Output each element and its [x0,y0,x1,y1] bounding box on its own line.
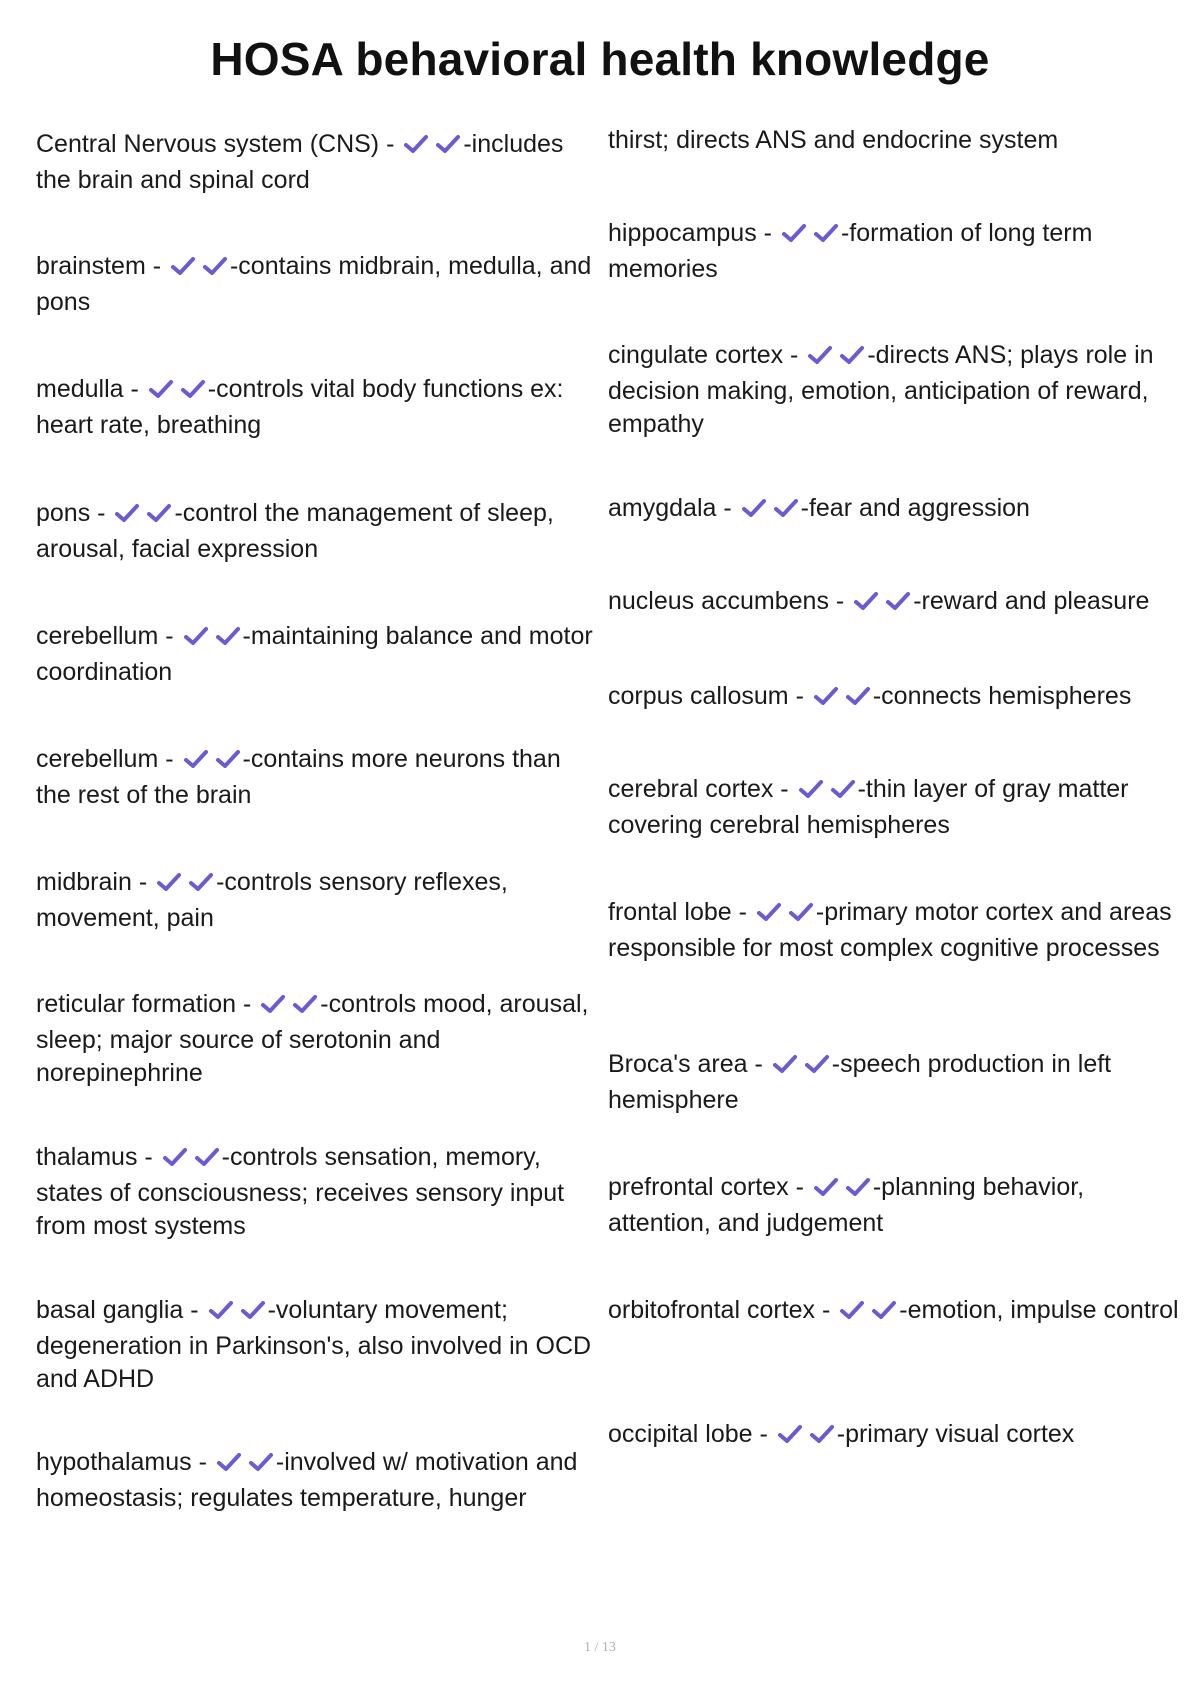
term: nucleus accumbens - [608,587,852,615]
flashcard-item [36,250,596,319]
check-icon [194,1146,220,1168]
check-icon [146,502,172,524]
check-icon [183,625,209,647]
flashcard-item [36,373,596,442]
check-icon [248,1451,274,1473]
flashcard-item [36,1446,596,1515]
definition: -includes the brain and spinal cord [36,130,564,194]
term: thalamus - [36,1143,160,1171]
term: hippocampus - [608,219,779,247]
check-icon [162,1146,188,1168]
term: Central Nervous system (CNS) - [36,130,402,158]
check-pair [756,899,814,932]
definition: -reward and pleasure [913,587,1150,615]
flashcard-item [36,1141,596,1243]
definition: thirst; directs ANS and endocrine system [608,126,1059,154]
definition: -voluntary movement; degeneration in Parkinson's, also involved in OCD and ADHD [36,1296,592,1393]
term: pons - [36,499,113,527]
term: orbitofrontal cortex - [608,1296,838,1324]
check-pair [260,991,318,1024]
check-icon [180,378,206,400]
definition: -maintaining balance and motor coordination [36,622,593,686]
flashcard-item [608,1048,1188,1117]
term: Broca's area - [608,1050,770,1078]
definition: -connects hemispheres [872,682,1132,710]
check-icon [216,1451,242,1473]
check-icon [781,222,807,244]
flashcard-item [608,1171,1188,1240]
term: cerebellum - [36,622,181,650]
check-icon [403,133,429,155]
check-pair [741,495,799,528]
check-icon [853,590,879,612]
definition: -controls sensory reflexes, movement, pain [36,868,508,932]
check-icon [813,1176,839,1198]
check-icon [809,1423,835,1445]
check-icon [813,222,839,244]
flashcard-item [36,988,596,1090]
check-icon [885,590,911,612]
term: cerebellum - [36,745,181,773]
term: cerebral cortex - [608,775,796,803]
definition: -thin layer of gray matter covering cerebral hemispheres [608,775,1129,839]
check-pair [798,776,856,809]
check-pair [853,588,911,621]
term: medulla - [36,375,146,403]
check-icon [148,378,174,400]
term: occipital lobe - [608,1420,775,1448]
flashcard-continuation [608,124,1188,157]
definition: -directs ANS; plays role in decision making, emotion, anticipation of reward, empathy [608,341,1154,438]
check-icon [188,871,214,893]
check-pair [170,253,228,286]
flashcard-item [608,680,1188,716]
check-icon [741,497,767,519]
flashcard-item [36,1294,596,1396]
check-icon [798,778,824,800]
definition: -primary visual cortex [836,1420,1075,1448]
check-icon [830,778,856,800]
check-icon [215,748,241,770]
definition: -controls vital body functions ex: heart rate, breathing [36,375,564,439]
check-pair [162,1144,220,1177]
check-pair [114,500,172,533]
check-pair [183,623,241,656]
check-pair [839,1297,897,1330]
check-icon [773,497,799,519]
check-icon [202,255,228,277]
check-icon [183,748,209,770]
check-icon [777,1423,803,1445]
check-pair [208,1297,266,1330]
term: cingulate cortex - [608,341,806,369]
check-icon [114,502,140,524]
check-icon [845,1176,871,1198]
flashcard-item [608,896,1188,965]
flashcard-item [36,620,596,689]
term: basal ganglia - [36,1296,206,1324]
check-icon [156,871,182,893]
definition: -contains midbrain, medulla, and pons [36,252,592,316]
flashcard-item [608,217,1188,286]
check-pair [403,131,461,164]
check-pair [148,376,206,409]
flashcard-item [608,773,1188,842]
definition: -contains more neurons than the rest of the brain [36,745,561,809]
flashcard-item [608,339,1188,441]
flashcard-item [36,743,596,812]
page-number: 1 / 13 [584,1640,616,1655]
definition: -primary motor cortex and areas responsible for most complex cognitive processes [608,898,1172,962]
check-icon [839,344,865,366]
flashcard-item [36,866,596,935]
definition: -controls sensation, memory, states of consciousness; receives sensory input from most systems [36,1143,565,1240]
check-pair [216,1449,274,1482]
flashcard-item [36,497,596,566]
check-pair [183,746,241,779]
definition: -speech production in left hemisphere [608,1050,1112,1114]
check-icon [845,685,871,707]
check-icon [813,685,839,707]
definition: -fear and aggression [800,494,1030,522]
check-icon [260,993,286,1015]
check-icon [871,1299,897,1321]
term: reticular formation - [36,990,259,1018]
check-icon [292,993,318,1015]
check-icon [788,901,814,923]
flashcard-item [608,492,1188,528]
term: midbrain - [36,868,155,896]
flashcard-item [36,128,596,197]
flashcard-item [608,585,1188,621]
check-icon [240,1299,266,1321]
check-icon [170,255,196,277]
check-pair [813,1174,871,1207]
term: prefrontal cortex - [608,1173,811,1201]
check-icon [807,344,833,366]
flashcard-item [608,1418,1188,1454]
check-icon [215,625,241,647]
definition: -involved w/ motivation and homeostasis; regulates temperature, hunger [36,1448,578,1512]
check-icon [804,1053,830,1075]
check-icon [839,1299,865,1321]
term: frontal lobe - [608,898,754,926]
term: corpus callosum - [608,682,811,710]
definition: -controls mood, arousal, sleep; major source of serotonin and norepinephrine [36,990,589,1087]
check-icon [208,1299,234,1321]
check-pair [813,683,871,716]
term: hypothalamus - [36,1448,214,1476]
check-pair [156,869,214,902]
check-pair [781,220,839,253]
definition: -emotion, impulse control [899,1296,1179,1324]
check-pair [777,1421,835,1454]
definition: -planning behavior, attention, and judgement [608,1173,1085,1237]
flashcard-item [608,1294,1188,1330]
term: brainstem - [36,252,168,280]
check-icon [435,133,461,155]
check-icon [756,901,782,923]
check-pair [807,342,865,375]
definition: -control the management of sleep, arousal, facial expression [36,499,554,563]
check-pair [772,1051,830,1084]
page-title: HOSA behavioral health knowledge [210,33,990,85]
term: amygdala - [608,494,739,522]
check-icon [772,1053,798,1075]
definition: -formation of long term memories [608,219,1093,283]
